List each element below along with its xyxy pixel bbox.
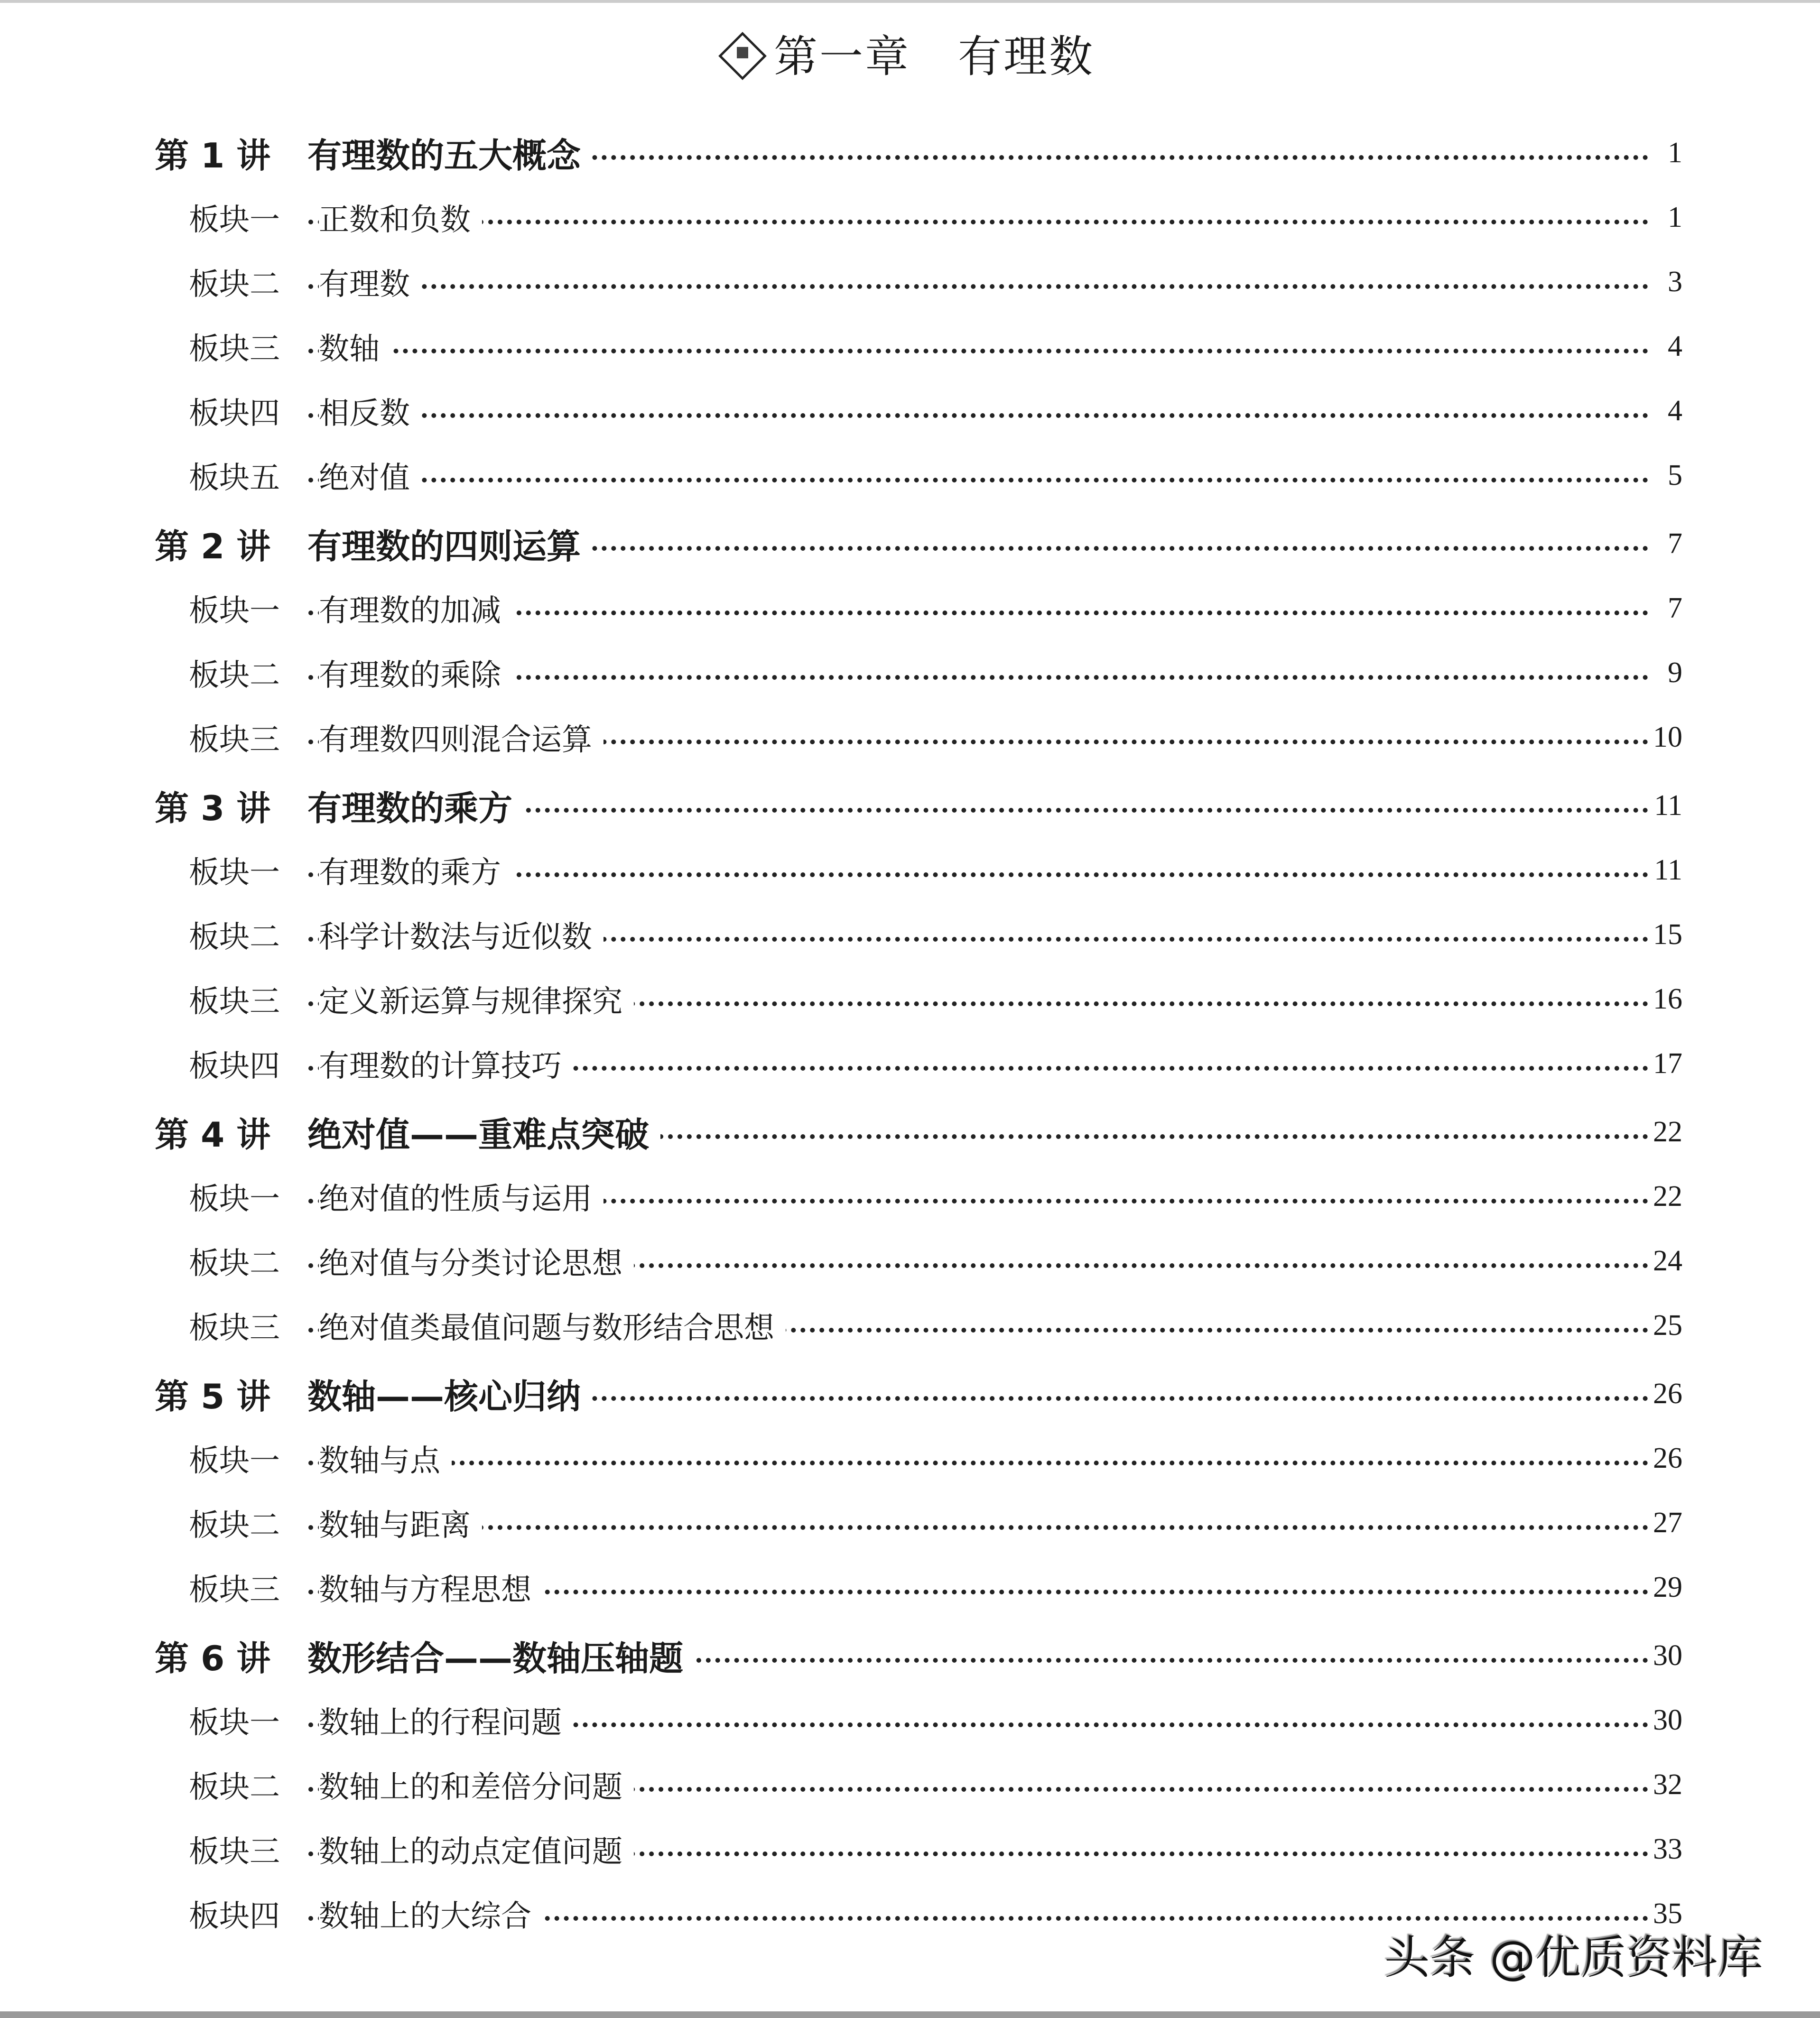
toc-section-entry[interactable]	[0, 1164, 1820, 1229]
entry-label: 板块三	[189, 1573, 280, 1608]
entry-label: 板块一	[189, 1705, 280, 1740]
entry-title: 数形结合——数轴压轴题	[307, 1631, 695, 1680]
entry-page-number: 22	[1653, 1115, 1682, 1148]
entry-title: 数轴与方程思想	[319, 1565, 543, 1609]
entry-title: 数轴与距离	[319, 1501, 482, 1545]
entry-page-number: 10	[1653, 721, 1682, 753]
entry-label: 板块二	[189, 658, 280, 693]
entry-page-number: 7	[1668, 592, 1682, 624]
toc-section-entry[interactable]	[0, 1555, 1820, 1620]
entry-title: 绝对值——重难点突破	[307, 1107, 660, 1157]
entry-title: 定义新运算与规律探究	[319, 977, 634, 1021]
entry-page-number: 1	[1668, 136, 1682, 169]
entry-title: 相反数	[319, 389, 421, 433]
entry-page-number: 9	[1668, 656, 1682, 689]
entry-page-number: 32	[1653, 1768, 1682, 1801]
entry-title: 有理数的四则运算	[307, 519, 592, 568]
entry-page-number: 24	[1653, 1244, 1682, 1277]
entry-label: 板块三	[189, 984, 280, 1019]
entry-label: 第 2 讲	[155, 527, 271, 566]
entry-title: 绝对值	[319, 454, 421, 497]
entry-label: 板块三	[189, 1834, 280, 1870]
dot-leader	[308, 413, 1648, 418]
entry-title: 数轴上的动点定值问题	[319, 1827, 634, 1871]
entry-label: 板块二	[189, 267, 280, 302]
entry-page-number: 11	[1654, 789, 1682, 822]
toc-lecture-entry[interactable]	[0, 1623, 1820, 1688]
entry-page-number: 27	[1653, 1506, 1682, 1539]
entry-label: 第 5 讲	[155, 1377, 271, 1416]
entry-title: 绝对值与分类讨论思想	[319, 1239, 634, 1283]
entry-page-number: 26	[1653, 1377, 1682, 1410]
toc-lecture-entry[interactable]	[0, 1361, 1820, 1426]
entry-title: 有理数的加减	[319, 586, 512, 630]
entry-label: 板块四	[189, 1899, 280, 1934]
entry-title: 数轴——核心归纳	[307, 1369, 592, 1418]
chapter-number: 第一章	[773, 31, 910, 82]
entry-page-number: 35	[1653, 1897, 1682, 1930]
diamond-bullet-icon	[718, 32, 767, 80]
entry-label: 板块二	[189, 1508, 280, 1543]
entry-title: 有理数的计算技巧	[319, 1042, 573, 1085]
toc-section-entry[interactable]	[0, 576, 1820, 640]
toc-section-entry[interactable]	[0, 1293, 1820, 1358]
entry-label: 第 1 讲	[155, 136, 271, 176]
toc-section-entry[interactable]	[0, 967, 1820, 1031]
toc-section-entry[interactable]	[0, 443, 1820, 508]
entry-title: 有理数的五大概念	[307, 128, 592, 177]
entry-page-number: 22	[1653, 1180, 1682, 1213]
toc-section-entry[interactable]	[0, 250, 1820, 314]
dot-leader	[308, 220, 1648, 224]
entry-title: 数轴上的行程问题	[319, 1698, 573, 1742]
entry-page-number: 15	[1653, 918, 1682, 951]
entry-label: 板块一	[189, 1182, 280, 1217]
entry-title: 数轴上的大综合	[319, 1892, 543, 1935]
entry-page-number: 16	[1653, 982, 1682, 1015]
entry-title: 科学计数法与近似数	[319, 913, 604, 956]
entry-title: 数轴与点	[319, 1436, 452, 1480]
toc-section-entry[interactable]	[0, 902, 1820, 967]
toc-section-entry[interactable]	[0, 1229, 1820, 1293]
toc-section-entry[interactable]	[0, 640, 1820, 705]
dot-leader	[308, 1461, 1648, 1465]
entry-page-number: 4	[1668, 330, 1682, 362]
entry-title: 绝对值的性质与运用	[319, 1175, 604, 1218]
toc-lecture-entry[interactable]	[0, 120, 1820, 185]
entry-page-number: 7	[1668, 527, 1682, 560]
entry-title: 数轴	[319, 324, 391, 368]
toc-section-entry[interactable]	[0, 1817, 1820, 1881]
entry-label: 第 6 讲	[155, 1638, 271, 1678]
entry-label: 板块五	[189, 461, 280, 496]
chapter-name: 有理数	[958, 31, 1095, 82]
toc-lecture-entry[interactable]	[0, 773, 1820, 838]
entry-label: 板块四	[189, 1049, 280, 1084]
table-of-contents	[0, 117, 1820, 1946]
dot-leader	[308, 1525, 1648, 1530]
entry-title: 有理数的乘方	[319, 848, 512, 892]
entry-page-number: 33	[1653, 1833, 1682, 1865]
chapter-title	[0, 22, 1820, 84]
entry-label: 板块三	[189, 1311, 280, 1346]
toc-section-entry[interactable]	[0, 1490, 1820, 1555]
entry-title: 正数和负数	[319, 195, 482, 239]
entry-page-number: 5	[1668, 459, 1682, 491]
toc-section-entry[interactable]	[0, 185, 1820, 250]
entry-label: 板块二	[189, 920, 280, 955]
entry-page-number: 30	[1653, 1703, 1682, 1736]
toc-section-entry[interactable]	[0, 1031, 1820, 1096]
entry-label: 板块三	[189, 332, 280, 367]
toc-section-entry[interactable]	[0, 314, 1820, 379]
entry-title: 数轴上的和差倍分问题	[319, 1763, 634, 1806]
entry-title: 有理数的乘方	[307, 781, 524, 830]
toc-lecture-entry[interactable]	[0, 511, 1820, 576]
entry-label: 板块四	[189, 396, 280, 431]
dot-leader	[308, 478, 1648, 482]
dot-leader	[308, 284, 1648, 289]
entry-label: 板块一	[189, 1444, 280, 1479]
toc-section-entry[interactable]	[0, 838, 1820, 902]
entry-title: 绝对值类最值问题与数形结合思想	[319, 1304, 786, 1347]
entry-page-number: 3	[1668, 265, 1682, 298]
entry-page-number: 29	[1653, 1571, 1682, 1603]
toc-section-entry[interactable]	[0, 379, 1820, 443]
toc-lecture-entry[interactable]	[0, 1100, 1820, 1164]
entry-label: 第 3 讲	[155, 788, 271, 828]
entry-label: 第 4 讲	[155, 1115, 271, 1155]
entry-page-number: 11	[1654, 853, 1682, 886]
entry-title: 有理数	[319, 260, 421, 304]
entry-page-number: 17	[1653, 1047, 1682, 1080]
entry-page-number: 25	[1653, 1309, 1682, 1342]
watermark: 头条 @优质资料库	[1384, 1931, 1763, 1984]
toc-section-entry[interactable]	[0, 1426, 1820, 1490]
entry-label: 板块一	[189, 593, 280, 629]
entry-title: 有理数的乘除	[319, 651, 512, 694]
entry-label: 板块一	[189, 855, 280, 890]
dot-leader	[308, 349, 1648, 353]
toc-section-entry[interactable]	[0, 1752, 1820, 1817]
entry-label: 板块三	[189, 722, 280, 758]
entry-page-number: 26	[1653, 1442, 1682, 1474]
entry-page-number: 30	[1653, 1639, 1682, 1672]
toc-section-entry[interactable]	[0, 1688, 1820, 1752]
entry-label: 板块二	[189, 1246, 280, 1281]
entry-title: 有理数四则混合运算	[319, 715, 604, 759]
entry-label: 板块二	[189, 1770, 280, 1805]
entry-page-number: 4	[1668, 394, 1682, 427]
toc-section-entry[interactable]	[0, 705, 1820, 769]
entry-label: 板块一	[189, 203, 280, 238]
entry-page-number: 1	[1668, 201, 1682, 233]
